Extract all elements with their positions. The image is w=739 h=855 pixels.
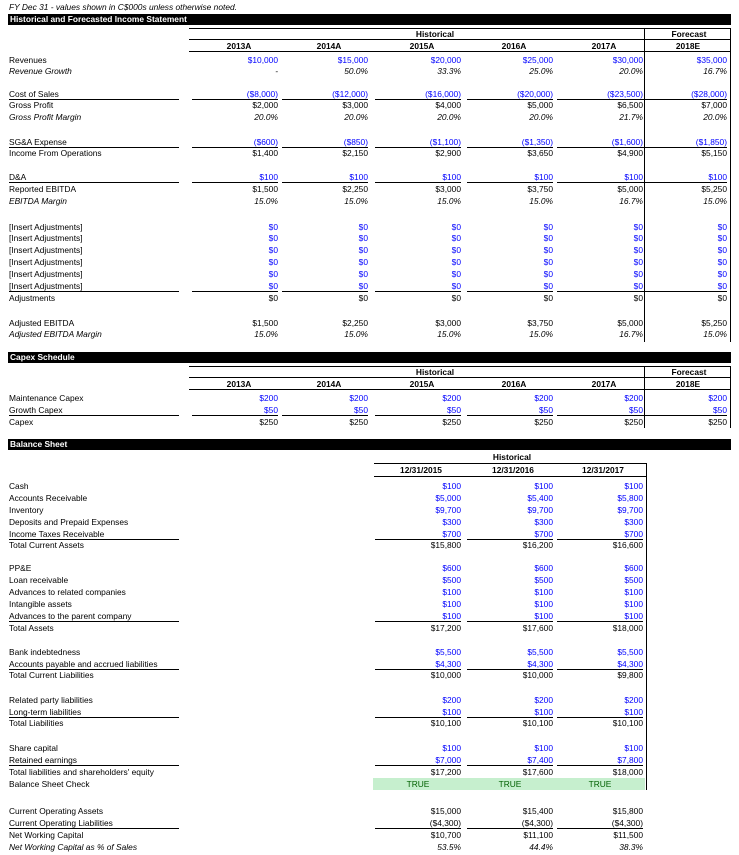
income-cell: $0 <box>543 269 553 279</box>
income-cell: $0 <box>543 245 553 255</box>
bs-cell: $700 <box>557 529 643 540</box>
capex-cell: $50 <box>557 405 643 416</box>
bs-row-label: Total Liabilities <box>9 718 64 728</box>
capex-cell: $200 <box>534 393 553 403</box>
year-header: 2015A <box>409 41 435 51</box>
income-cell: - <box>275 66 278 76</box>
income-cell: $0 <box>451 222 461 232</box>
bs-cell: $100 <box>557 707 643 718</box>
income-cell: $100 <box>375 172 461 183</box>
bs-cell: $9,700 <box>527 505 553 515</box>
income-cell: $25,000 <box>522 55 553 65</box>
capex-cell: $250 <box>259 417 278 427</box>
income-cell: $0 <box>543 222 553 232</box>
bs-cell: $300 <box>442 517 461 527</box>
bs-row-label: Total Assets <box>9 623 54 633</box>
bs-cell: $10,100 <box>430 718 461 728</box>
capex-year-header: 2014A <box>316 379 342 389</box>
bs-cell: $7,400 <box>467 755 553 766</box>
bs-cell: $10,100 <box>522 718 553 728</box>
income-cell: 15.0% <box>437 329 461 339</box>
income-row-label: [Insert Adjustments] <box>9 269 83 279</box>
bs-cell: $18,000 <box>612 767 643 777</box>
income-cell: $0 <box>451 245 461 255</box>
bs-row-label: Total Current Liabilities <box>9 670 94 680</box>
row-underline <box>9 291 179 292</box>
income-cell: 16.7% <box>619 196 643 206</box>
year-header: 2018E <box>675 41 701 51</box>
bs-cell: $200 <box>534 695 553 705</box>
bs-row-label: Advances to the parent company <box>9 611 132 621</box>
bs-cell: $11,100 <box>523 830 553 840</box>
income-cell: $5,000 <box>617 184 643 194</box>
capex-cell: $250 <box>442 417 461 427</box>
bs-cell: $100 <box>624 599 643 609</box>
capex-cell: $250 <box>708 417 727 427</box>
bs-cell: $7,000 <box>375 755 461 766</box>
income-cell: $0 <box>451 257 461 267</box>
bs-cell: $100 <box>624 587 643 597</box>
row-underline <box>9 182 179 183</box>
income-cell: ($28,000) <box>641 89 727 100</box>
capex-historical-label: Historical <box>415 367 455 377</box>
capex-cell: $200 <box>442 393 461 403</box>
bs-row-label: Current Operating Assets <box>9 806 104 816</box>
income-cell: $3,750 <box>527 184 553 194</box>
income-cell: $5,150 <box>701 148 727 158</box>
capex-cell: $200 <box>259 393 278 403</box>
income-cell: $10,000 <box>247 55 278 65</box>
year-header: 2016A <box>501 41 527 51</box>
income-cell: $0 <box>358 257 368 267</box>
capex-cell: $200 <box>349 393 368 403</box>
table-right-border <box>730 28 731 342</box>
income-cell: $0 <box>358 222 368 232</box>
income-cell: $0 <box>192 281 278 292</box>
income-cell: $6,500 <box>617 100 643 110</box>
bs-row-label: Share capital <box>9 743 58 753</box>
income-cell: $0 <box>717 222 727 232</box>
capex-cell: $50 <box>192 405 278 416</box>
income-row-label: [Insert Adjustments] <box>9 233 83 243</box>
bs-row-underline <box>9 828 179 829</box>
bs-cell: $100 <box>534 587 553 597</box>
bs-cell: $100 <box>375 707 461 718</box>
bs-cell: TRUE <box>498 779 522 789</box>
income-cell: $1,500 <box>252 184 278 194</box>
bs-row-label: Advances to related companies <box>9 587 126 597</box>
bs-row-label: Current Operating Liabilities <box>9 818 113 828</box>
bs-cell: $18,000 <box>612 623 643 633</box>
capex-header-bottom <box>189 389 730 390</box>
income-cell: 20.0% <box>344 112 368 122</box>
income-cell: 25.0% <box>529 66 553 76</box>
income-cell: $0 <box>633 269 643 279</box>
bs-cell: $15,800 <box>612 806 643 816</box>
income-cell: ($1,350) <box>467 137 553 148</box>
income-cell: ($23,500) <box>557 89 643 100</box>
income-row-label: Adjustments <box>9 293 56 303</box>
income-cell: $4,000 <box>435 100 461 110</box>
bs-cell: $17,600 <box>522 623 553 633</box>
capex-row-label: Maintenance Capex <box>9 393 84 403</box>
income-cell: 15.0% <box>437 196 461 206</box>
income-cell: $0 <box>717 269 727 279</box>
income-cell: $0 <box>717 293 727 303</box>
income-row-label: Revenues <box>9 55 47 65</box>
bs-cell: $600 <box>534 563 553 573</box>
bs-cell: $7,800 <box>557 755 643 766</box>
income-cell: 20.0% <box>703 112 727 122</box>
income-cell: $2,900 <box>435 148 461 158</box>
capex-year-header: 2015A <box>409 379 435 389</box>
capex-underline <box>9 415 179 416</box>
bs-cell: $5,000 <box>435 493 461 503</box>
capex-right-border <box>730 366 731 428</box>
units-note: FY Dec 31 - values shown in C$000s unless otherwise noted. <box>9 2 237 12</box>
bs-cell: $15,800 <box>430 540 461 550</box>
income-cell: $35,000 <box>696 55 727 65</box>
income-cell: $20,000 <box>430 55 461 65</box>
capex-row-label: Capex <box>9 417 34 427</box>
income-cell: $0 <box>633 233 643 243</box>
income-cell: $0 <box>268 245 278 255</box>
income-cell: 15.0% <box>344 196 368 206</box>
income-cell: ($850) <box>282 137 368 148</box>
bs-cell: $10,700 <box>430 830 461 840</box>
bs-cell: $100 <box>557 611 643 622</box>
capex-year-header: 2016A <box>501 379 527 389</box>
income-cell: $0 <box>358 269 368 279</box>
bs-date-header: 12/31/2016 <box>492 465 534 475</box>
income-cell: $2,250 <box>342 318 368 328</box>
year-header: 2013A <box>226 41 252 51</box>
bs-cell: $4,300 <box>375 659 461 670</box>
income-cell: 15.0% <box>703 196 727 206</box>
capex-cell: $250 <box>349 417 368 427</box>
capex-year-header: 2013A <box>226 379 252 389</box>
income-row-label: EBITDA Margin <box>9 196 67 206</box>
income-cell: $5,250 <box>701 318 727 328</box>
income-cell: $5,000 <box>617 318 643 328</box>
income-row-label: SG&A Expense <box>9 137 67 147</box>
capex-cell: $50 <box>375 405 461 416</box>
income-cell: $0 <box>268 257 278 267</box>
bs-cell: $100 <box>467 611 553 622</box>
income-cell: $0 <box>451 269 461 279</box>
income-cell: $0 <box>717 245 727 255</box>
income-cell: 15.0% <box>254 329 278 339</box>
income-cell: 15.0% <box>254 196 278 206</box>
bs-cell: 38.3% <box>619 842 643 852</box>
capex-row-label: Growth Capex <box>9 405 63 415</box>
bs-historical-label: Historical <box>492 452 532 462</box>
income-cell: $100 <box>282 172 368 183</box>
bs-header-line <box>374 463 646 464</box>
historical-label: Historical <box>415 29 455 39</box>
capex-cell: $50 <box>282 405 368 416</box>
income-statement-title: Historical and Forecasted Income Statement <box>8 14 731 25</box>
bs-cell: $4,300 <box>467 659 553 670</box>
bs-cell: $200 <box>624 695 643 705</box>
income-cell: $5,000 <box>527 100 553 110</box>
income-cell: 15.0% <box>529 329 553 339</box>
bs-cell: TRUE <box>588 779 612 789</box>
income-cell: $100 <box>557 172 643 183</box>
bs-cell: $100 <box>534 743 553 753</box>
income-row-label: Adjusted EBITDA Margin <box>9 329 102 339</box>
year-header: 2017A <box>591 41 617 51</box>
bs-cell: ($4,300) <box>467 818 553 829</box>
bs-row-label: Loan receivable <box>9 575 69 585</box>
capex-cell: $200 <box>708 393 727 403</box>
capex-cell: $250 <box>624 417 643 427</box>
bs-cell: $9,800 <box>617 670 643 680</box>
income-cell: ($600) <box>192 137 278 148</box>
income-row-label: Revenue Growth <box>9 66 72 76</box>
bs-cell: $5,400 <box>527 493 553 503</box>
bs-date-header: 12/31/2015 <box>400 465 442 475</box>
income-cell: ($8,000) <box>192 89 278 100</box>
income-cell: $2,000 <box>252 100 278 110</box>
bs-cell: $100 <box>375 611 461 622</box>
bs-cell: $16,200 <box>522 540 553 550</box>
income-row-label: Cost of Sales <box>9 89 59 99</box>
bs-row-label: Income Taxes Receivable <box>9 529 105 539</box>
income-cell: ($16,000) <box>375 89 461 100</box>
capex-cell: $50 <box>467 405 553 416</box>
income-cell: 33.3% <box>437 66 461 76</box>
income-cell: $0 <box>633 245 643 255</box>
bs-row-label: Accounts Receivable <box>9 493 88 503</box>
bs-row-underline <box>9 765 179 766</box>
capex-cell: $250 <box>534 417 553 427</box>
income-row-label: Gross Profit <box>9 100 54 110</box>
bs-cell: $5,500 <box>435 647 461 657</box>
capex-forecast-label: Forecast <box>671 367 707 377</box>
bs-cell: ($4,300) <box>375 818 461 829</box>
income-cell: $0 <box>268 222 278 232</box>
income-cell: $0 <box>633 293 643 303</box>
bs-cell: $5,500 <box>617 647 643 657</box>
income-cell: 20.0% <box>619 66 643 76</box>
bs-cell: $10,100 <box>612 718 643 728</box>
bs-cell: $100 <box>442 481 461 491</box>
income-cell: 15.0% <box>703 329 727 339</box>
bs-row-underline <box>9 621 179 622</box>
income-cell: $100 <box>192 172 278 183</box>
bs-right-border <box>646 463 647 790</box>
income-cell: $0 <box>543 293 553 303</box>
income-cell: $1,500 <box>252 318 278 328</box>
income-cell: $5,250 <box>701 184 727 194</box>
bs-cell: $5,500 <box>527 647 553 657</box>
income-cell: 15.0% <box>344 329 368 339</box>
income-row-label: Gross Profit Margin <box>9 112 82 122</box>
bs-cell: $600 <box>624 563 643 573</box>
bs-cell: $17,200 <box>430 767 461 777</box>
income-cell: $0 <box>633 257 643 267</box>
bs-cell: 44.4% <box>529 842 553 852</box>
income-cell: $3,650 <box>527 148 553 158</box>
bs-row-label: Inventory <box>9 505 44 515</box>
bs-cell: $500 <box>442 575 461 585</box>
income-cell: $0 <box>717 233 727 243</box>
bs-row-label: Accounts payable and accrued liabilities <box>9 659 158 669</box>
income-cell: 16.7% <box>619 329 643 339</box>
income-cell: $0 <box>717 257 727 267</box>
income-cell: $7,000 <box>701 100 727 110</box>
bs-cell: $200 <box>442 695 461 705</box>
income-row-label: [Insert Adjustments] <box>9 257 83 267</box>
income-cell: $1,400 <box>252 148 278 158</box>
income-cell: $0 <box>641 281 727 292</box>
capex-cell: $50 <box>641 405 727 416</box>
header-bottom-line <box>189 51 730 52</box>
income-cell: $100 <box>641 172 727 183</box>
bs-row-label: Net Working Capital <box>9 830 84 840</box>
income-cell: $4,900 <box>617 148 643 158</box>
bs-cell: $100 <box>534 599 553 609</box>
bs-cell: $16,600 <box>612 540 643 550</box>
income-cell: 21.7% <box>619 112 643 122</box>
income-cell: $2,250 <box>342 184 368 194</box>
income-cell: 20.0% <box>254 112 278 122</box>
income-cell: ($1,600) <box>557 137 643 148</box>
bs-cell: $100 <box>534 481 553 491</box>
header-mid-line <box>189 39 730 40</box>
bs-row-label: Bank indebtedness <box>9 647 81 657</box>
income-cell: 50.0% <box>344 66 368 76</box>
capex-cell: $200 <box>624 393 643 403</box>
income-cell: ($1,850) <box>641 137 727 148</box>
income-row-label: [Insert Adjustments] <box>9 222 83 232</box>
income-cell: $0 <box>268 269 278 279</box>
bs-row-label: Total Current Assets <box>9 540 84 550</box>
bs-cell: $700 <box>467 529 553 540</box>
income-cell: $0 <box>375 281 461 292</box>
income-cell: $15,000 <box>337 55 368 65</box>
income-cell: 20.0% <box>529 112 553 122</box>
income-cell: $0 <box>633 222 643 232</box>
bs-cell: $15,400 <box>522 806 553 816</box>
bs-cell: $500 <box>534 575 553 585</box>
income-cell: $3,000 <box>435 318 461 328</box>
bs-cell: $100 <box>624 481 643 491</box>
income-cell: $0 <box>282 281 368 292</box>
bs-cell: $100 <box>442 587 461 597</box>
income-cell: $3,000 <box>435 184 461 194</box>
bs-row-label: Deposits and Prepaid Expenses <box>9 517 129 527</box>
income-cell: ($1,100) <box>375 137 461 148</box>
bs-row-label: Long-term liabilities <box>9 707 82 717</box>
bs-row-label: Retained earnings <box>9 755 77 765</box>
bs-row-label: Related party liabilities <box>9 695 93 705</box>
bs-cell: TRUE <box>406 779 430 789</box>
bs-cell: $100 <box>442 743 461 753</box>
income-cell: $0 <box>467 281 553 292</box>
bs-cell: $300 <box>624 517 643 527</box>
bs-cell: ($4,300) <box>557 818 643 829</box>
income-cell: $0 <box>451 233 461 243</box>
income-row-label: [Insert Adjustments] <box>9 245 83 255</box>
bs-row-label: Net Working Capital as % of Sales <box>9 842 138 852</box>
income-cell: $100 <box>467 172 553 183</box>
capex-year-header: 2017A <box>591 379 617 389</box>
bs-cell: $9,700 <box>435 505 461 515</box>
bs-row-label: PP&E <box>9 563 32 573</box>
capex-year-header: 2018E <box>675 379 701 389</box>
income-cell: $0 <box>358 293 368 303</box>
capex-header-mid <box>189 377 730 378</box>
bs-cell: $300 <box>534 517 553 527</box>
bs-cell: $17,200 <box>430 623 461 633</box>
bs-row-label: Cash <box>9 481 29 491</box>
income-cell: $0 <box>543 233 553 243</box>
bs-cell: $600 <box>442 563 461 573</box>
income-cell: 20.0% <box>437 112 461 122</box>
income-row-label: Income From Operations <box>9 148 102 158</box>
bs-cell: $100 <box>467 707 553 718</box>
income-row-label: [Insert Adjustments] <box>9 281 83 291</box>
bs-cell: $9,700 <box>617 505 643 515</box>
income-cell: ($12,000) <box>282 89 368 100</box>
income-cell: $0 <box>358 245 368 255</box>
bs-header-bottom <box>374 476 646 477</box>
income-row-label: Reported EBITDA <box>9 184 77 194</box>
balance-sheet-title: Balance Sheet <box>8 439 731 450</box>
bs-row-label: Total liabilities and shareholders' equity <box>9 767 154 777</box>
bs-cell: $100 <box>442 599 461 609</box>
income-cell: $3,750 <box>527 318 553 328</box>
income-row-label: D&A <box>9 172 27 182</box>
bs-cell: $4,300 <box>557 659 643 670</box>
income-cell: $0 <box>268 233 278 243</box>
bs-cell: $5,800 <box>617 493 643 503</box>
income-cell: 16.7% <box>703 66 727 76</box>
income-cell: $2,150 <box>342 148 368 158</box>
capex-title: Capex Schedule <box>8 352 731 363</box>
bs-cell: $17,600 <box>522 767 553 777</box>
income-cell: $0 <box>268 293 278 303</box>
bs-cell: $100 <box>624 743 643 753</box>
bs-cell: $10,000 <box>430 670 461 680</box>
income-cell: $0 <box>557 281 643 292</box>
bs-date-header: 12/31/2017 <box>582 465 624 475</box>
income-cell: $30,000 <box>612 55 643 65</box>
bs-cell: $15,000 <box>430 806 461 816</box>
bs-cell: $11,500 <box>613 830 643 840</box>
income-cell: $0 <box>451 293 461 303</box>
bs-row-label: Balance Sheet Check <box>9 779 90 789</box>
forecast-label: Forecast <box>671 29 707 39</box>
bs-cell: $700 <box>375 529 461 540</box>
bs-cell: $500 <box>624 575 643 585</box>
bs-cell: 53.5% <box>437 842 461 852</box>
income-cell: $0 <box>543 257 553 267</box>
income-cell: $3,000 <box>342 100 368 110</box>
bs-row-label: Intangible assets <box>9 599 72 609</box>
year-header: 2014A <box>316 41 342 51</box>
income-cell: $0 <box>358 233 368 243</box>
income-row-label: Adjusted EBITDA <box>9 318 75 328</box>
income-cell: 15.0% <box>529 196 553 206</box>
bs-cell: $10,000 <box>522 670 553 680</box>
income-cell: ($20,000) <box>467 89 553 100</box>
